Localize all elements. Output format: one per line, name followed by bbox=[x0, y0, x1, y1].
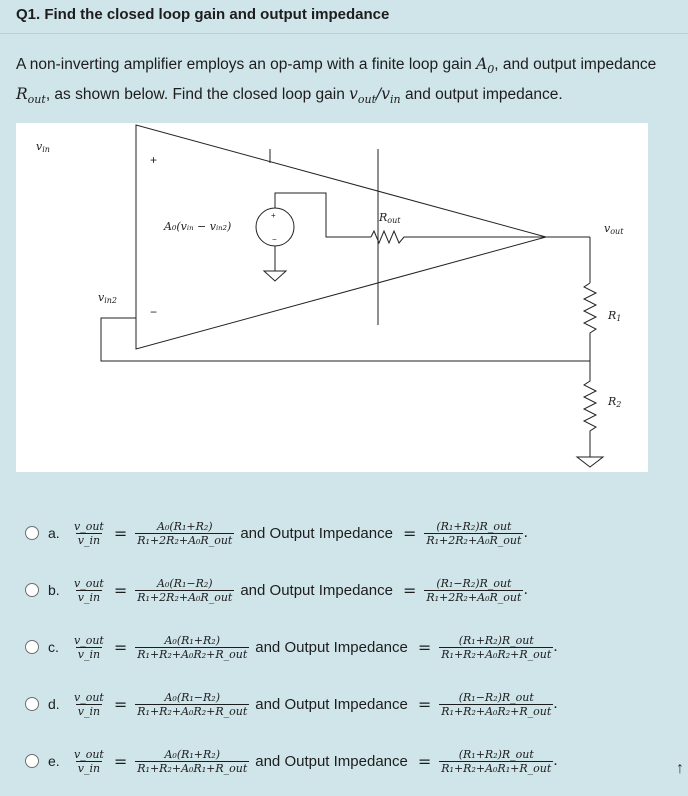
impedance-fraction: $\frac{\text{(R₁−R₂)R\_out}}{\text{R₁+R₂+A₀R₂+R\_out}}$ bbox=[441, 690, 552, 718]
option-letter: c. bbox=[48, 639, 59, 655]
ground-symbol-source bbox=[264, 271, 286, 281]
circuit-diagram bbox=[16, 123, 648, 472]
option-tail: . bbox=[553, 695, 558, 712]
radio-button[interactable] bbox=[25, 640, 39, 654]
source-plus: + bbox=[271, 211, 276, 220]
option-c[interactable] bbox=[25, 619, 665, 675]
source-minus: − bbox=[272, 235, 277, 244]
vin-label: vin bbox=[36, 140, 50, 154]
radio-button[interactable] bbox=[25, 754, 39, 768]
option-middle-text: and Output Impedance bbox=[255, 752, 408, 770]
rout-label: Rout bbox=[379, 211, 401, 225]
option-middle-text: and Output Impedance bbox=[255, 638, 408, 656]
equals-sign: = bbox=[113, 580, 128, 600]
equals-sign: = bbox=[402, 580, 417, 600]
impedance-fraction: $\frac{\text{(R₁+R₂)R\_out}}{\text{R₁+2R₂+A₀R\_out}}$ bbox=[426, 519, 522, 547]
option-d[interactable] bbox=[25, 676, 665, 732]
option-letter: a. bbox=[48, 525, 60, 541]
equals-sign: = bbox=[113, 523, 128, 543]
gain-lhs-fraction: $\frac{\text{v\_out}}{v\_in}$ bbox=[74, 519, 104, 547]
equals-sign: = bbox=[402, 523, 417, 543]
radio-button[interactable] bbox=[25, 697, 39, 711]
question-text-part: and output impedance. bbox=[400, 86, 563, 104]
option-letter: d. bbox=[48, 696, 60, 712]
gain-fraction: $\frac{\text{A₀(R₁−R₂)}}{\text{R₁+2R₂+A₀R\_out}}$ bbox=[137, 576, 233, 604]
minus-sign: − bbox=[150, 305, 158, 319]
option-letter: e. bbox=[48, 753, 60, 769]
ground-symbol-output bbox=[577, 457, 603, 467]
impedance-fraction: $\frac{\text{(R₁+R₂)R\_out}}{\text{R₁+R₂+A₀R₂+R\_out}}$ bbox=[441, 633, 552, 661]
scroll-up-arrow-icon[interactable]: ↑ bbox=[676, 760, 684, 777]
option-b[interactable] bbox=[25, 562, 665, 618]
source-label: A₀(vᵢₙ − vᵢₙ₂) bbox=[164, 220, 232, 233]
gain-fraction: $\frac{\text{A₀(R₁+R₂)}}{\text{R₁+R₂+A₀R₁+R\_out}}$ bbox=[137, 747, 248, 775]
impedance-fraction: $\frac{\text{(R₁+R₂)R\_out}}{\text{R₁+R₂+A₀R₁+R\_out}}$ bbox=[441, 747, 552, 775]
impedance-fraction: $\frac{\text{(R₁−R₂)R\_out}}{\text{R₁+2R₂+A₀R\_out}}$ bbox=[426, 576, 522, 604]
equals-sign: = bbox=[113, 694, 128, 714]
math-rout: $R_{out}$ bbox=[16, 85, 46, 107]
r1-label: R1 bbox=[608, 309, 622, 323]
question-text bbox=[16, 52, 681, 112]
gain-fraction: $\frac{\text{A₀(R₁+R₂)}}{\text{R₁+R₂+A₀R₂+R\_out}}$ bbox=[137, 633, 248, 661]
question-text-part: , and output impedance bbox=[494, 56, 657, 73]
option-tail: . bbox=[523, 581, 528, 598]
equals-sign: = bbox=[113, 637, 128, 657]
question-text-part: A non-inverting amplifier employs an op-amp with a finite loop gain bbox=[16, 56, 477, 73]
r2-label: R2 bbox=[608, 395, 622, 409]
question-text-part: , as shown below. Find the closed loop gain bbox=[45, 86, 350, 104]
vout-label: vout bbox=[604, 222, 624, 236]
option-tail: . bbox=[523, 524, 528, 541]
option-a[interactable] bbox=[25, 505, 665, 561]
circuit-figure bbox=[16, 123, 648, 472]
question-title: Q1. Find the closed loop gain and output impedance bbox=[16, 6, 390, 23]
gain-lhs-fraction: $\frac{\text{v\_out}}{v\_in}$ bbox=[74, 633, 104, 661]
option-e[interactable] bbox=[25, 733, 665, 789]
option-tail: . bbox=[553, 752, 558, 769]
radio-button[interactable] bbox=[25, 583, 39, 597]
equals-sign: = bbox=[417, 637, 432, 657]
feedback-wire bbox=[101, 318, 590, 361]
gain-fraction: $\frac{\text{A₀(R₁−R₂)}}{\text{R₁+R₂+A₀R₂+R\_out}}$ bbox=[137, 690, 248, 718]
radio-button[interactable] bbox=[25, 526, 39, 540]
gain-lhs-fraction: $\frac{\text{v\_out}}{v\_in}$ bbox=[74, 576, 104, 604]
vin2-label: vin2 bbox=[98, 291, 118, 305]
title-divider bbox=[0, 33, 688, 34]
r2-resistor bbox=[584, 361, 596, 457]
option-middle-text: and Output Impedance bbox=[255, 695, 408, 713]
gain-lhs-fraction: $\frac{\text{v\_out}}{v\_in}$ bbox=[74, 690, 104, 718]
plus-sign: + bbox=[150, 153, 158, 167]
gain-fraction: $\frac{\text{A₀(R₁+R₂)}}{\text{R₁+2R₂+A₀R\_out}}$ bbox=[137, 519, 233, 547]
option-middle-text: and Output Impedance bbox=[240, 581, 393, 599]
option-middle-text: and Output Impedance bbox=[240, 524, 393, 542]
option-letter: b. bbox=[48, 582, 60, 598]
gain-lhs-fraction: $\frac{\text{v\_out}}{v\_in}$ bbox=[74, 747, 104, 775]
equals-sign: = bbox=[113, 751, 128, 771]
math-a0: $A_0$ bbox=[476, 55, 495, 77]
r1-resistor bbox=[584, 283, 596, 361]
equals-sign: = bbox=[417, 694, 432, 714]
rout-resistor bbox=[371, 231, 546, 243]
equals-sign: = bbox=[417, 751, 432, 771]
math-vout-over-vin: $v_{out}/v_{in}$ bbox=[349, 85, 401, 107]
option-tail: . bbox=[553, 638, 558, 655]
